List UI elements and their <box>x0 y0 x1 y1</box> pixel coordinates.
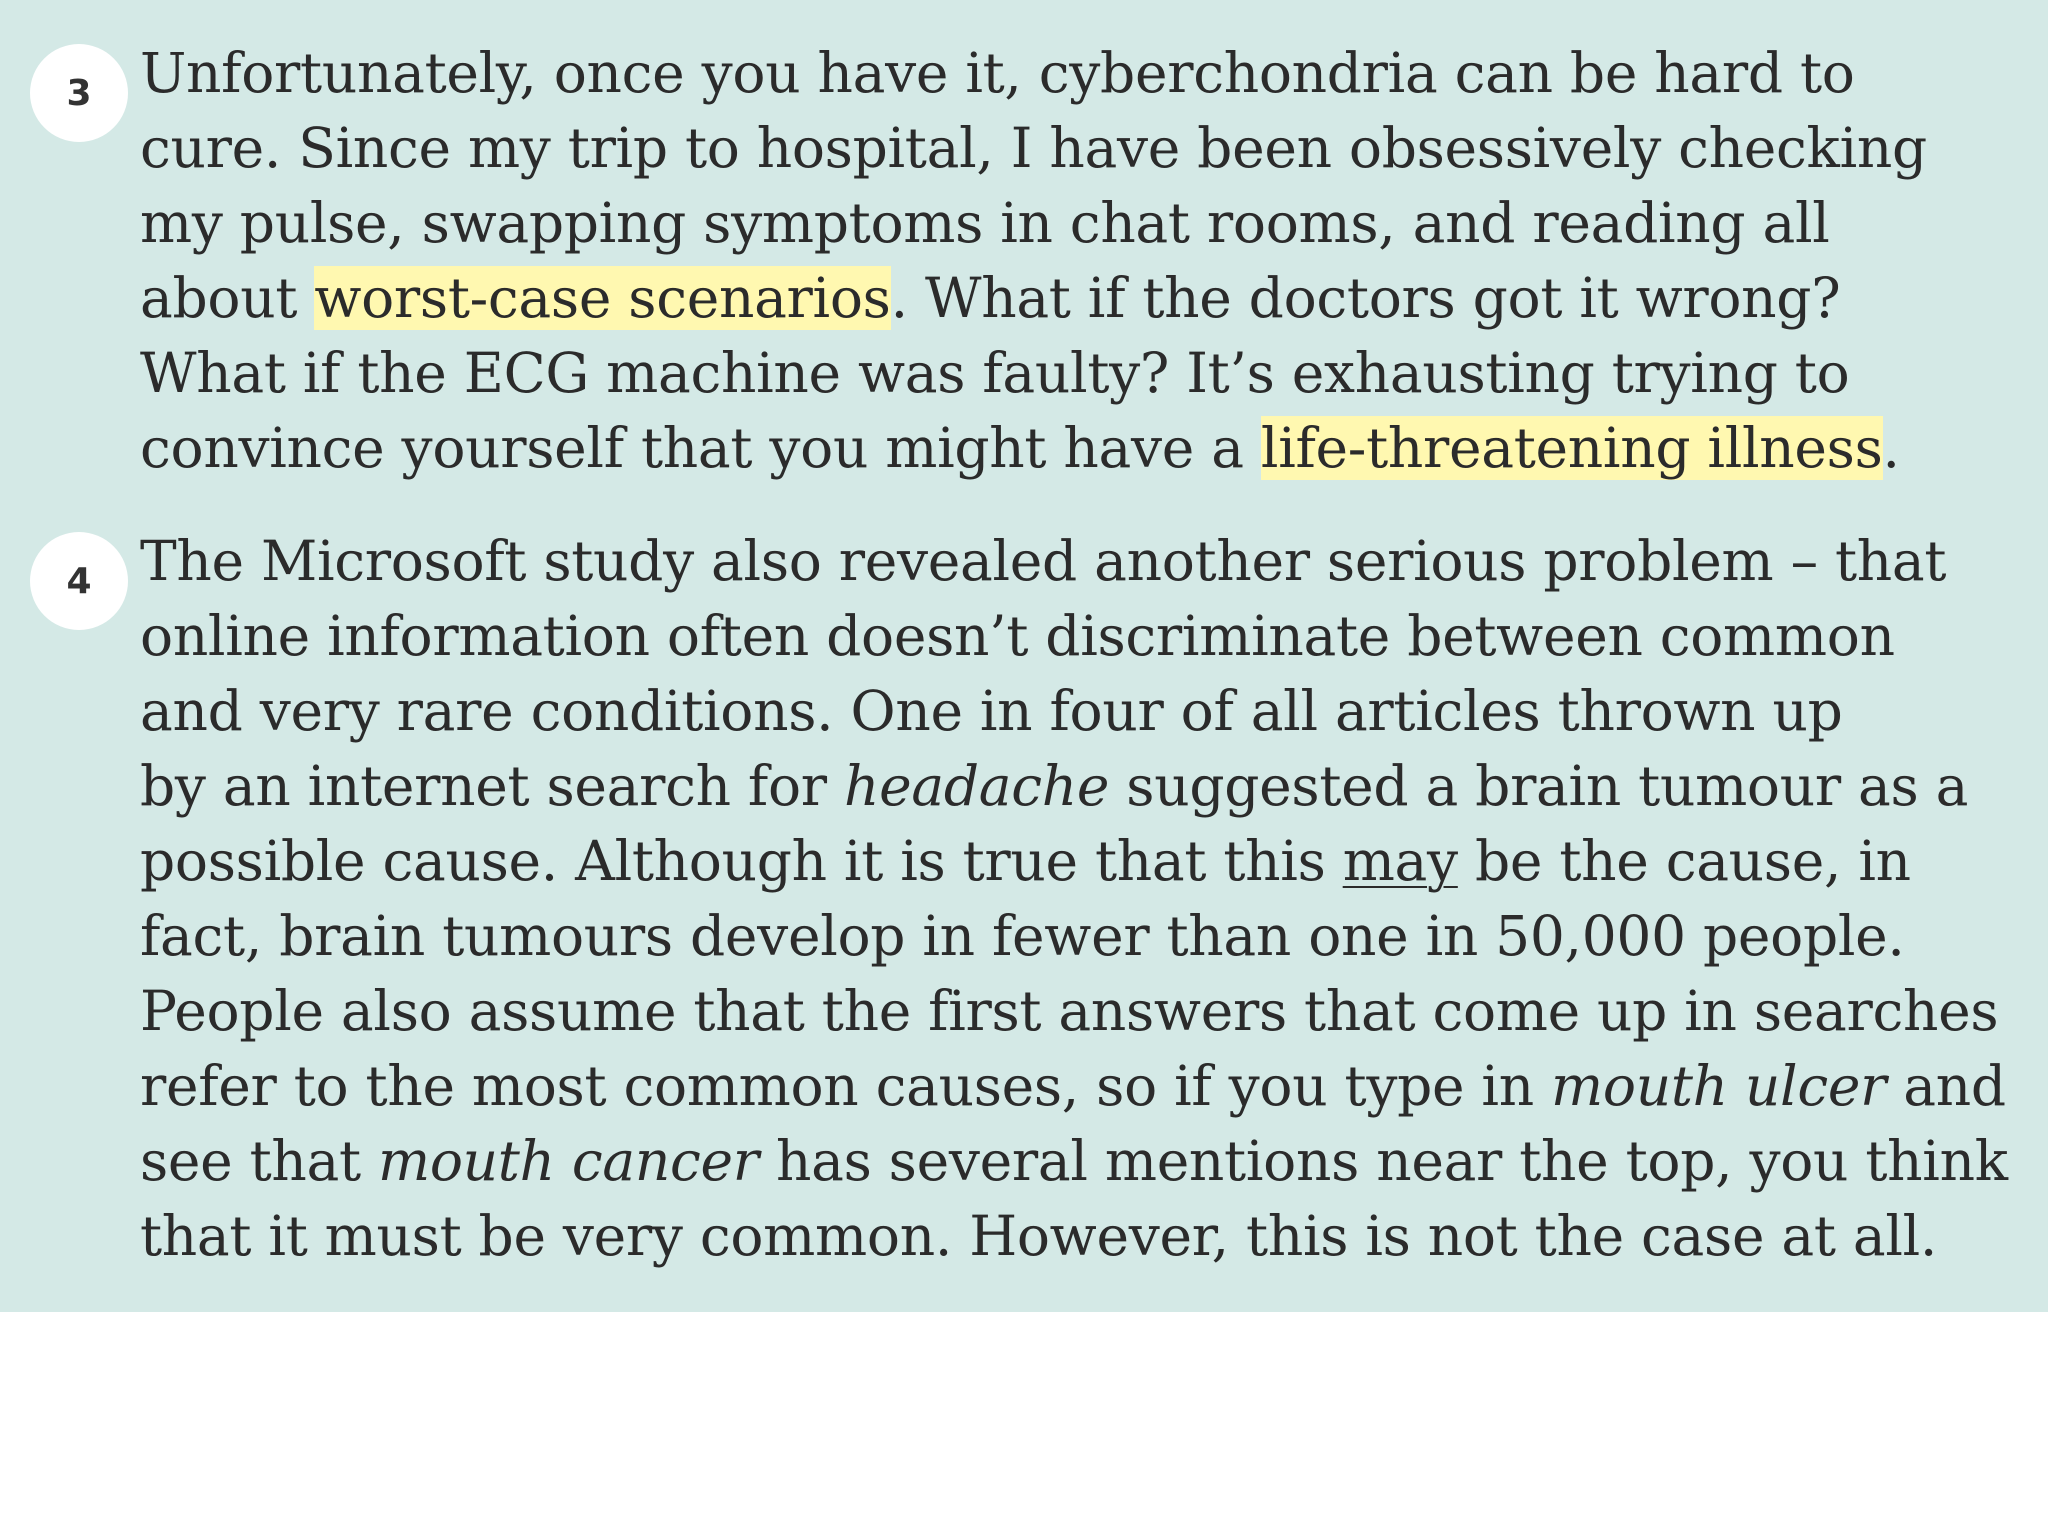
text-span: suggested a brain tumour as a <box>1109 754 1969 818</box>
highlighted-phrase: life-threatening illness <box>1260 416 1883 480</box>
text-line <box>140 1124 2008 1199</box>
text-line <box>140 824 1911 899</box>
text-span: and very rare conditions. One in four of all articles thrown up <box>140 679 1843 743</box>
paragraph-number-badge: 4 <box>30 532 128 630</box>
text-span: be the cause, in <box>1457 829 1911 893</box>
text-span: People also assume that the first answers that come up in searches <box>140 979 1999 1043</box>
text-span: my pulse, swapping symptoms in chat rooms, and reading all <box>140 191 1830 255</box>
text-span: cure. Since my trip to hospital, I have been obsessively checking <box>140 116 1927 180</box>
text-span: Unfortunately, once you have it, cyberchondria can be hard to <box>140 41 1855 105</box>
text-span: that it must be very common. However, this is not the case at all. <box>140 1204 1938 1268</box>
text-span: The Microsoft study also revealed another serious problem – that <box>140 529 1947 593</box>
highlighted-phrase: worst-case scenarios <box>314 266 891 330</box>
text-line <box>140 524 1946 599</box>
underlined-word: may <box>1342 829 1458 893</box>
text-line <box>140 974 1998 1049</box>
text-span: fact, brain tumours develop in fewer than one in 50,000 people. <box>140 904 1905 968</box>
text-line <box>140 1199 1937 1274</box>
text-span: see that <box>140 1129 379 1193</box>
text-line <box>140 899 1905 974</box>
text-line <box>140 336 1849 411</box>
italic-term: mouth cancer <box>378 1129 759 1193</box>
text-line <box>140 749 1968 824</box>
text-line <box>140 599 1895 674</box>
text-span: What if the ECG machine was faulty? It’s exhausting trying to <box>140 341 1850 405</box>
text-line <box>140 261 1840 336</box>
text-line <box>140 1049 2006 1124</box>
italic-term: headache <box>843 754 1110 818</box>
italic-term: mouth ulcer <box>1551 1054 1887 1118</box>
text-span: has several mentions near the top, you think <box>758 1129 2008 1193</box>
text-span: about <box>140 266 315 330</box>
paragraph-number-badge: 3 <box>30 44 128 142</box>
text-line <box>140 411 1900 486</box>
text-span: by an internet search for <box>140 754 844 818</box>
text-span: possible cause. Although it is true that this <box>140 829 1343 893</box>
text-span: and <box>1886 1054 2006 1118</box>
text-span: convince yourself that you might have a <box>140 416 1261 480</box>
text-line <box>140 111 1927 186</box>
text-span: . <box>1882 416 1900 480</box>
text-line <box>140 674 1843 749</box>
text-span: refer to the most common causes, so if you type in <box>140 1054 1552 1118</box>
text-span: online information often doesn’t discriminate between common <box>140 604 1895 668</box>
text-span: . What if the doctors got it wrong? <box>890 266 1841 330</box>
text-line <box>140 36 1855 111</box>
text-line <box>140 186 1830 261</box>
